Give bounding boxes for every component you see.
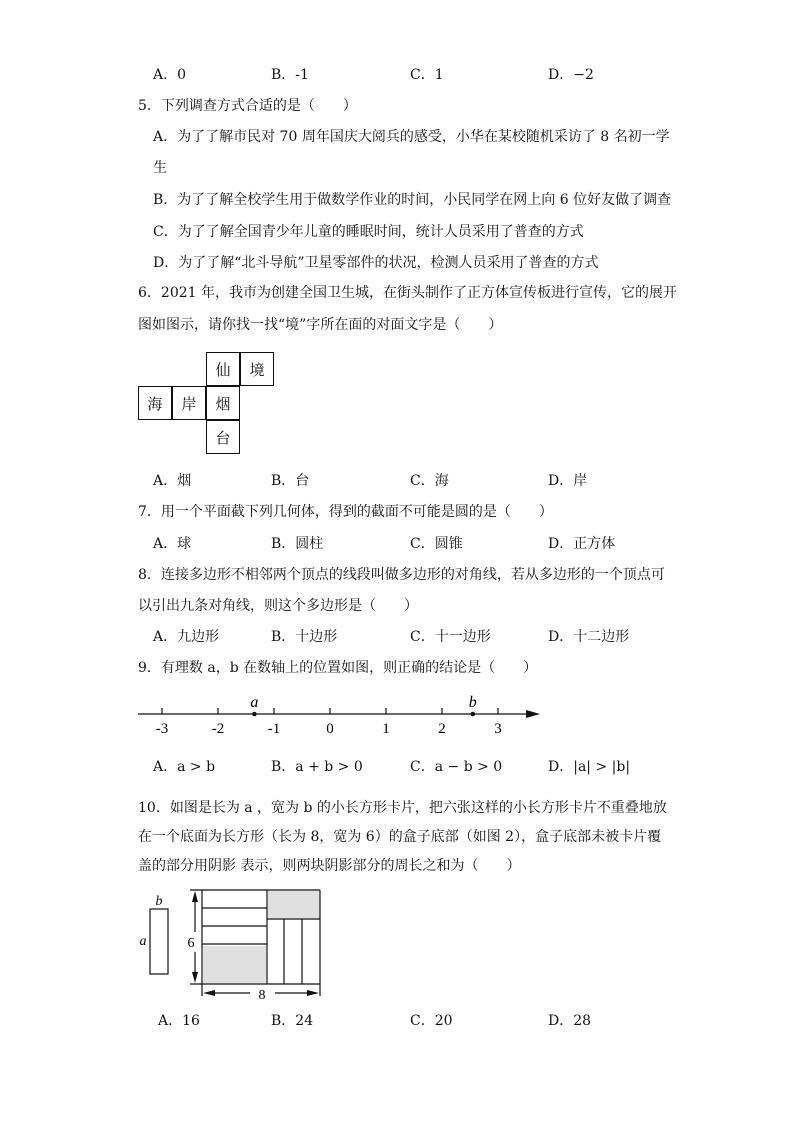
tick-label: 1	[382, 721, 390, 737]
q5-option-a-cont: 生	[153, 160, 167, 176]
q8-option-b: B．十边形	[271, 629, 338, 645]
q7-option-b: B．圆柱	[271, 536, 324, 552]
q5-option-a: A．为了了解市民对 70 周年国庆大阅兵的感受，小华在某校随机采访了 8 名初一学	[153, 129, 670, 145]
net-cell-tai: 台	[206, 420, 240, 454]
q7-option-d: D．正方体	[548, 536, 616, 552]
q10-option-c: C．20	[410, 1013, 453, 1029]
shaded-region-top-right	[268, 891, 320, 918]
arrow-up-icon	[192, 891, 198, 902]
label-b: b	[468, 694, 477, 711]
q6-stem-2: 图如图示，请你找一找“境”字所在面的对面文字是（ ）	[138, 317, 503, 333]
q9-option-b: B．a + b > 0	[271, 759, 363, 775]
tick-label: -3	[155, 721, 169, 737]
q7-option-a: A．球	[153, 536, 192, 552]
q5-option-d: D．为了了解“北斗导航”卫星零部件的状况，检测人员采用了普查的方式	[153, 255, 599, 271]
q10-option-d: D．28	[548, 1013, 592, 1029]
q4-option-c: C．1	[410, 67, 444, 83]
arrow-down-icon	[192, 972, 198, 983]
q10-option-b: B．24	[271, 1013, 314, 1029]
q5-stem: 5．下列调查方式合适的是（ ）	[138, 98, 357, 114]
label-length-8: 8	[258, 988, 266, 1003]
q7-option-c: C．圆锥	[410, 536, 463, 552]
q8-stem-1: 8．连接多边形不相邻两个顶点的线段叫做多边形的对角线，若从多边形的一个顶点可	[138, 567, 665, 583]
q9-option-d: D．|a| > |b|	[548, 759, 631, 775]
net-cell-an: 岸	[172, 386, 206, 420]
q9-option-c: C．a − b > 0	[410, 759, 503, 775]
q9-stem: 9．有理数 a，b 在数轴上的位置如图，则正确的结论是（ ）	[138, 660, 538, 676]
q4-option-a: A．0	[153, 67, 187, 83]
label-a: a	[250, 694, 259, 711]
q7-stem: 7．用一个平面截下列几何体，得到的截面不可能是圆的是（ ）	[138, 504, 553, 520]
q6-option-b: B．台	[271, 473, 310, 489]
label-card-a: a	[139, 934, 147, 949]
shaded-region-bottom-left	[203, 946, 266, 983]
q6-option-a: A．烟	[153, 473, 192, 489]
net-cell-xian: 仙	[206, 352, 240, 386]
label-width-6: 6	[187, 936, 195, 951]
q8-stem-2: 以引出九条对角线，则这个多边形是（ ）	[138, 598, 418, 614]
q5-option-b: B．为了了解全校学生用于做数学作业的时间，小民同学在网上向 6 位好友做了调查	[153, 192, 672, 208]
q6-stem-1: 6．2021 年，我市为创建全国卫生城，在街头制作了正方体宣传板进行宣传，它的展开	[138, 285, 677, 301]
tick-label: -1	[267, 721, 281, 737]
q10-option-a: A．16	[158, 1013, 200, 1029]
q10-stem-1: 10．如图是长为 a ，宽为 b 的小长方形卡片，把六张这样的小长方形卡片不重叠地放	[138, 800, 667, 816]
q9-option-a: A．a > b	[153, 759, 216, 775]
q6-option-c: C．海	[410, 473, 449, 489]
q10-stem-3: 盖的部分用阴影 表示，则两块阴影部分的周长之和为（ ）	[138, 858, 521, 874]
tick-label: 0	[326, 721, 334, 737]
tick-label: 3	[494, 721, 502, 737]
q4-option-d: D．−2	[548, 67, 594, 83]
q8-option-d: D．十二边形	[548, 629, 630, 645]
arrow-left-icon	[203, 990, 215, 996]
tick-label: -2	[211, 721, 225, 737]
q4-option-b: B．-1	[271, 67, 309, 83]
q8-option-a: A．九边形	[153, 629, 220, 645]
arrow-right-icon	[307, 990, 319, 996]
q8-option-c: C．十一边形	[410, 629, 491, 645]
q6-option-d: D．岸	[548, 473, 588, 489]
q10-stem-2: 在一个底面为长方形（长为 8，宽为 6）的盒子底部（如图 2），盒子底部未被卡片覆	[138, 829, 662, 845]
small-card	[150, 909, 168, 974]
tick-label: 2	[438, 721, 446, 737]
net-cell-hai: 海	[138, 386, 172, 420]
label-card-b: b	[155, 894, 163, 909]
q5-option-c: C．为了了解全国青少年儿童的睡眠时间，统计人员采用了普查的方式	[153, 224, 584, 240]
net-cell-yan: 烟	[206, 386, 240, 420]
net-cell-jing: 境	[240, 352, 274, 386]
